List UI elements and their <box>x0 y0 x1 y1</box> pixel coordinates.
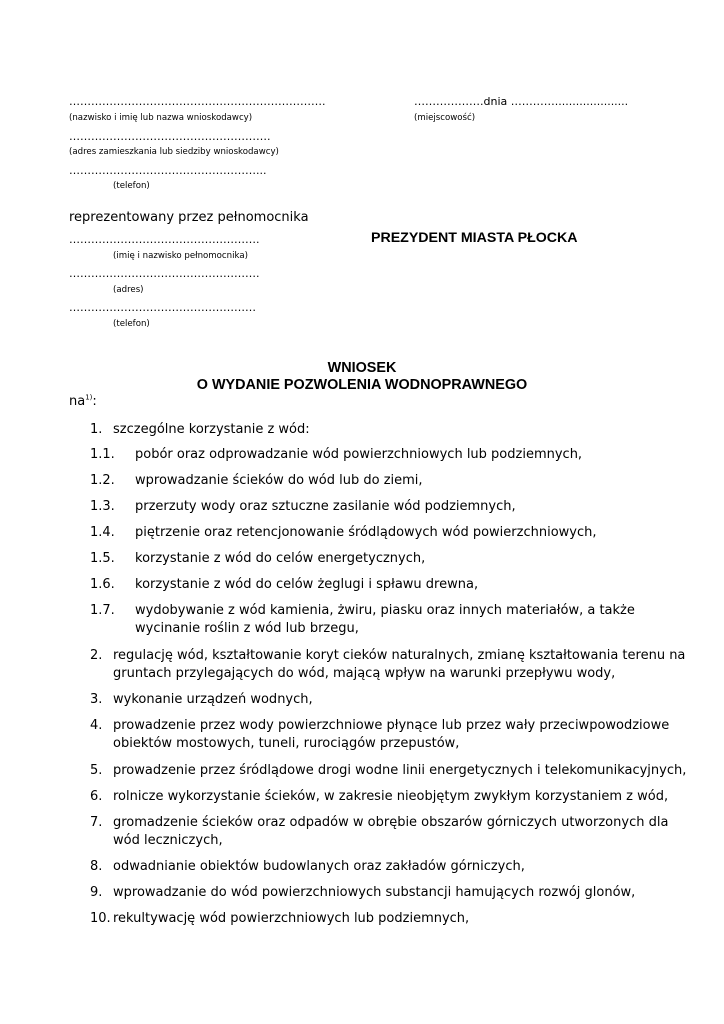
item-number: 9. <box>90 885 103 900</box>
item-text-continued: obiektów mostowych, tuneli, rurociągów przepustów, <box>113 736 460 751</box>
item-text: wykonanie urządzeń wodnych, <box>113 692 313 707</box>
item-number: 1.1. <box>90 447 115 462</box>
representative-phone-caption: (telefon) <box>113 319 150 329</box>
item-text: odwadnianie obiektów budowlanych oraz zakładów górniczych, <box>113 859 525 874</box>
item-number: 6. <box>90 789 103 804</box>
representative-name-line[interactable]: ……………………………………………. <box>69 233 260 246</box>
place-caption: (miejscowość) <box>414 113 476 123</box>
item-text-continued: wód leczniczych, <box>113 833 223 848</box>
representative-address-line[interactable]: ……………………………………………. <box>69 267 260 280</box>
item-number: 10. <box>90 911 111 926</box>
applicant-phone-caption: (telefon) <box>113 181 150 191</box>
item-number: 2. <box>90 648 103 663</box>
applicant-address-caption: (adres zamieszkania lub siedziby wnioskodawcy) <box>69 147 279 157</box>
item-number: 5. <box>90 763 103 778</box>
item-text: regulację wód, kształtowanie koryt cieków naturalnych, zmianę kształtowania terenu na <box>113 648 686 663</box>
item-text: prowadzenie przez wody powierzchniowe płynące lub przez wały przeciwpowodziowe <box>113 718 670 733</box>
item-text: wprowadzanie ścieków do wód lub do ziemi, <box>135 473 423 488</box>
item-text: szczególne korzystanie z wód: <box>113 422 310 437</box>
na-colon: : <box>92 394 97 409</box>
na-text: na <box>69 394 86 409</box>
item-number: 1. <box>90 422 103 437</box>
addressee: PREZYDENT MIASTA PŁOCKA <box>371 230 578 246</box>
applicant-address-line[interactable]: ………………………………………………. <box>69 130 271 143</box>
item-text-continued: wycinanie roślin z wód lub brzegu, <box>135 621 359 636</box>
item-text: wydobywanie z wód kamienia, żwiru, piasku oraz innych materiałów, a także <box>135 603 635 618</box>
representative-phone-line[interactable]: …………………………………………… <box>69 301 256 314</box>
applicant-phone-line[interactable]: ……………………………………………... <box>69 164 267 177</box>
item-text: korzystanie z wód do celów żeglugi i spławu drewna, <box>135 577 479 592</box>
applicant-name-caption: (nazwisko i imię lub nazwa wnioskodawcy) <box>69 113 253 123</box>
item-number: 4. <box>90 718 103 733</box>
item-text: przerzuty wody oraz sztuczne zasilanie wód podziemnych, <box>135 499 516 514</box>
item-text: piętrzenie oraz retencjonowanie śródlądowych wód powierzchniowych, <box>135 525 597 540</box>
item-number: 8. <box>90 859 103 874</box>
item-number: 1.5. <box>90 551 115 566</box>
item-text: gromadzenie ścieków oraz odpadów w obrębie obszarów górniczych utworzonych dla <box>113 815 669 830</box>
item-number: 1.7. <box>90 603 115 618</box>
item-number: 3. <box>90 692 103 707</box>
place-date-line[interactable]: ……………….dnia …………..................... <box>414 95 629 108</box>
item-text: korzystanie z wód do celów energetycznych, <box>135 551 426 566</box>
item-text: rekultywację wód powierzchniowych lub podziemnych, <box>113 911 470 926</box>
representative-intro: reprezentowany przez pełnomocnika <box>69 210 309 225</box>
item-text: pobór oraz odprowadzanie wód powierzchniowych lub podziemnych, <box>135 447 583 462</box>
item-text: rolnicze wykorzystanie ścieków, w zakresie nieobjętym zwykłym korzystaniem z wód, <box>113 789 669 804</box>
item-number: 1.3. <box>90 499 115 514</box>
item-text: wprowadzanie do wód powierzchniowych substancji hamujących rozwój glonów, <box>113 885 636 900</box>
item-number: 1.6. <box>90 577 115 592</box>
document-subtitle: O WYDANIE POZWOLENIA WODNOPRAWNEGO <box>196 377 528 393</box>
item-text-continued: gruntach przylegających do wód, mającą wpływ na warunki przepływu wody, <box>113 666 616 681</box>
item-number: 1.2. <box>90 473 115 488</box>
document-title: WNIOSEK <box>327 360 397 376</box>
item-number: 7. <box>90 815 103 830</box>
representative-name-caption: (imię i nazwisko pełnomocnika) <box>113 251 248 261</box>
item-number: 1.4. <box>90 525 115 540</box>
applicant-name-line[interactable]: ……………………………………………………………. <box>69 95 326 108</box>
representative-address-caption: (adres) <box>113 285 144 295</box>
footnote-ref: 1) <box>85 393 93 402</box>
item-text: prowadzenie przez śródlądowe drogi wodne linii energetycznych i telekomunikacyjnych, <box>113 763 687 778</box>
na-label <box>69 394 97 409</box>
